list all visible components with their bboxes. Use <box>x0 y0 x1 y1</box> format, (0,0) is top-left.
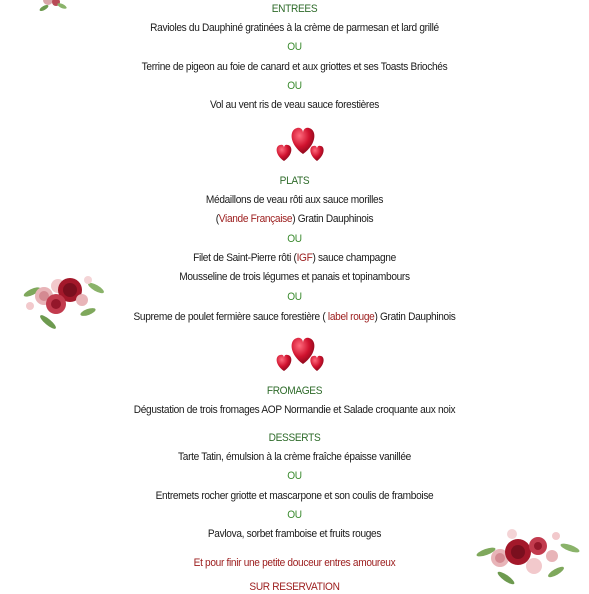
plat-item-1-line-2: (Viande Française) Gratin Dauphinois <box>215 213 374 225</box>
or-separator: OU <box>287 41 302 53</box>
or-separator: OU <box>287 470 302 482</box>
hearts-icon <box>269 334 331 374</box>
section-title-fromages: FROMAGES <box>266 385 323 397</box>
entree-item-3: Vol au vent ris de veau sauce forestières <box>209 99 380 111</box>
dessert-item-1: Tarte Tatin, émulsion à la crème fraîche épaisse vanillée <box>178 451 411 463</box>
fromage-item: Dégustation de trois fromages AOP Normandie et Salade croquante aux noix <box>133 404 456 416</box>
or-separator: OU <box>287 509 302 521</box>
section-title-entrees: ENTREES <box>271 3 318 15</box>
or-separator: OU <box>287 291 302 303</box>
flower-bouquet-icon <box>18 266 110 338</box>
dessert-item-3: Pavlova, sorbet framboise et fruits rouges <box>207 528 382 540</box>
entree-item-1: Ravioles du Dauphiné gratinées à la crème de parmesan et lard grillé <box>150 22 439 34</box>
highlight-viande-francaise: Viande Française <box>218 213 293 225</box>
entree-item-2: Terrine de pigeon au foie de canard et aux griottes et ses Toasts Briochés <box>141 61 448 73</box>
plat-item-3: Supreme de poulet fermière sauce forestière ( label rouge) Gratin Dauphinois <box>133 311 456 323</box>
highlight-label-rouge: label rouge <box>327 311 375 323</box>
or-separator: OU <box>287 80 302 92</box>
section-title-desserts: DESSERTS <box>268 432 321 444</box>
or-separator: OU <box>287 233 302 245</box>
footer-partial: SUR RESERVATION <box>249 581 340 593</box>
plat-item-1-line-1: Médaillons de veau rôti aux sauce morilles <box>205 194 384 206</box>
plat-item-2-line-2: Mousseline de trois légumes et panais et topinambours <box>179 271 410 283</box>
section-title-plats: PLATS <box>279 175 310 187</box>
highlight-igf: IGF <box>296 252 313 264</box>
plat-item-2-line-1: Filet de Saint-Pierre rôti (IGF) sauce champagne <box>193 252 396 264</box>
closing-message: Et pour finir une petite douceur entres amoureux <box>193 557 396 569</box>
flower-bouquet-icon <box>476 522 580 589</box>
hearts-icon <box>269 124 331 164</box>
dessert-item-2: Entremets rocher griotte et mascarpone et son coulis de framboise <box>155 490 434 502</box>
